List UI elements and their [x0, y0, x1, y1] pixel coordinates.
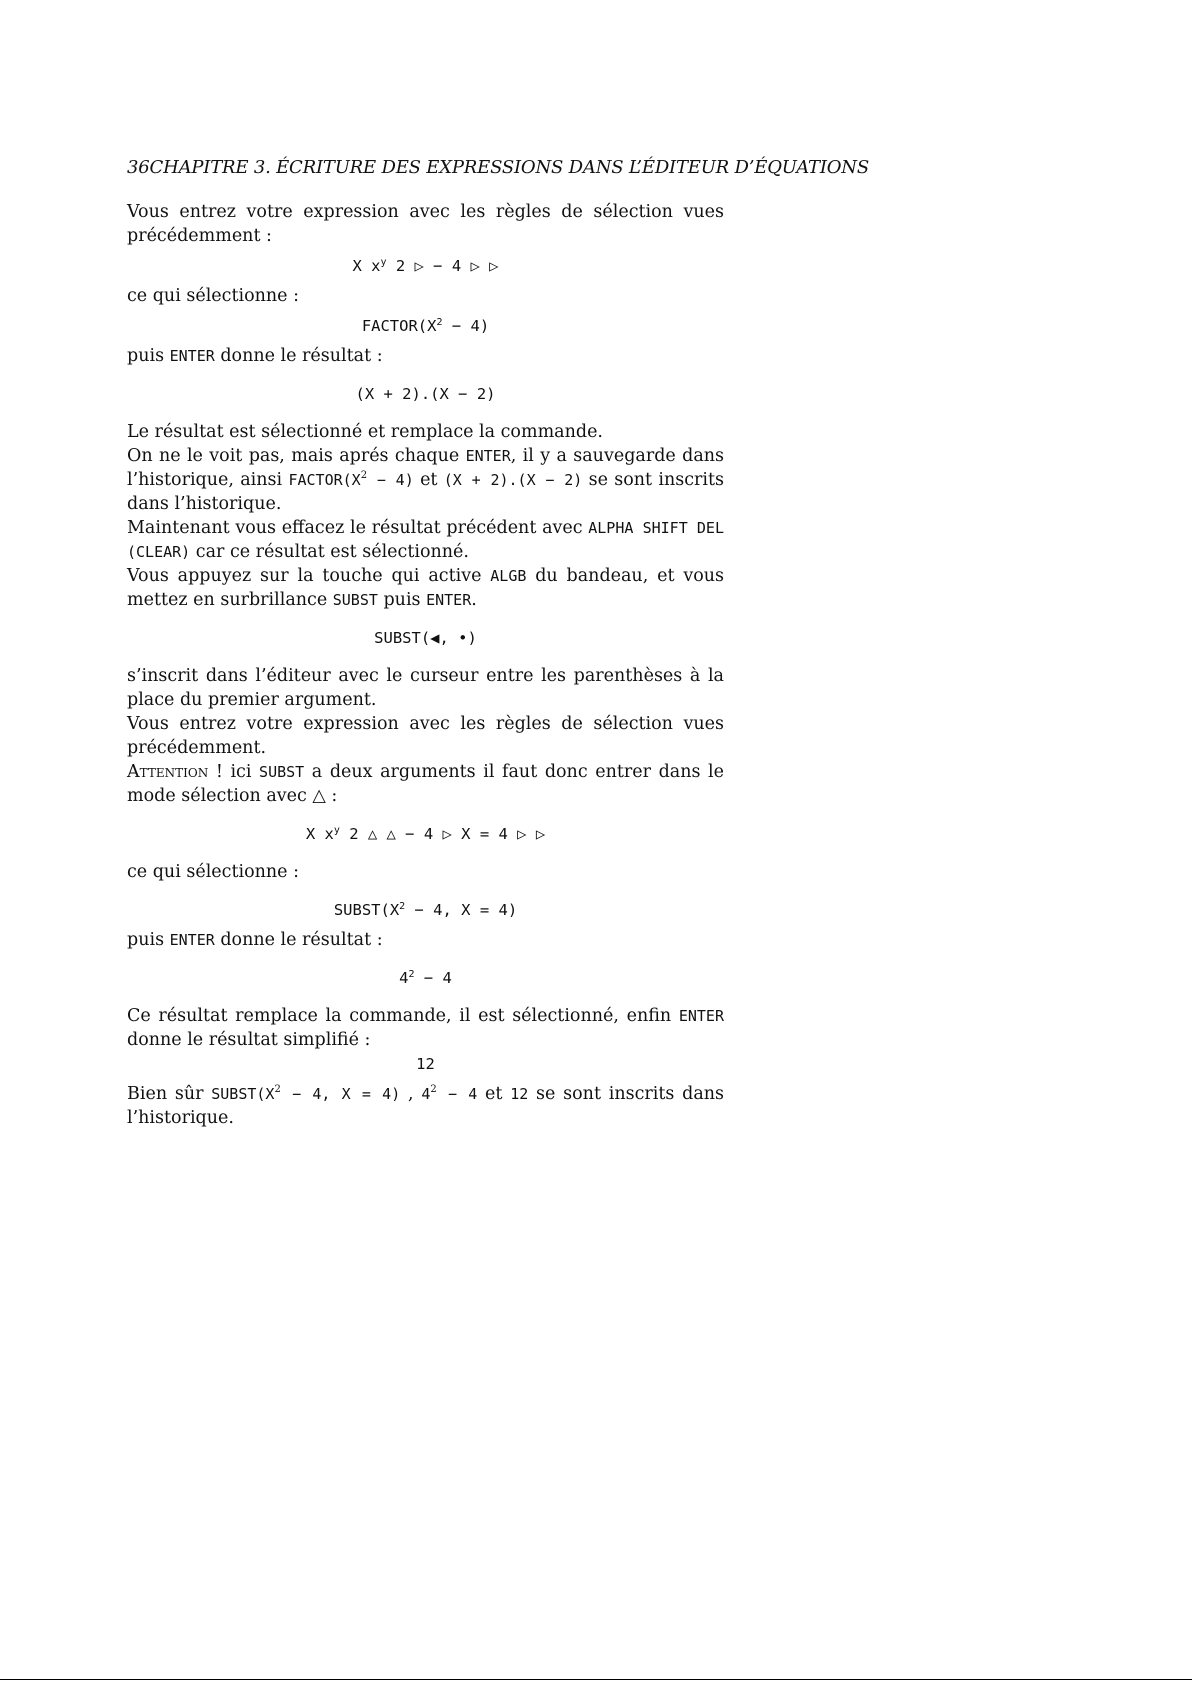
- text-run: , il y a sauvegarde dans l’historique, ainsi: [127, 446, 724, 490]
- text-run: puis: [377, 590, 427, 610]
- display-keystrokes-2: [127, 822, 724, 846]
- display-part: X x: [305, 825, 334, 843]
- inline-code: − 4): [367, 471, 414, 489]
- display-subst: [127, 898, 724, 922]
- display-part: FACTOR(X: [361, 317, 437, 335]
- key-sequence: ALPHA SHIFT DEL (CLEAR): [127, 519, 724, 561]
- paragraph-8: s’inscrit dans l’éditeur avec le curseur entre les parenthèses à la place du premier argument.: [127, 666, 724, 710]
- display-part: SUBST(X: [333, 901, 400, 919]
- inline-code: FACTOR(X: [288, 471, 361, 489]
- inline-code: − 4: [436, 1085, 478, 1103]
- paragraph-12: [127, 928, 724, 952]
- page-bottom-rule: [0, 1679, 1192, 1680]
- text-run: On ne le voit pas, mais aprés chaque: [127, 446, 466, 466]
- text-run: puis: [127, 930, 170, 950]
- key-enter: ENTER: [169, 931, 215, 949]
- display-keystrokes-1: [127, 254, 724, 278]
- attention-label: Attention: [127, 762, 209, 782]
- page-number: 36: [127, 157, 150, 178]
- text-run: ,: [400, 1084, 422, 1104]
- text-run: donne le résultat :: [214, 930, 383, 950]
- paragraph-6: [127, 516, 724, 564]
- menu-algb: ALGB: [490, 567, 527, 585]
- key-enter: ENTER: [426, 591, 472, 609]
- inline-code: SUBST(X: [211, 1085, 275, 1103]
- superscript: 2: [399, 900, 406, 912]
- superscript: 2: [408, 968, 415, 980]
- display-part: − 4: [414, 969, 452, 987]
- text-run: se sont inscrits dans l’historique.: [127, 470, 725, 514]
- text-run: et: [413, 470, 444, 490]
- running-header: [127, 157, 869, 178]
- paragraph-14: [127, 1082, 724, 1130]
- paragraph-13: [127, 1004, 724, 1052]
- paragraph-9: Vous entrez votre expression avec les règles de sélection vues précédemment.: [127, 714, 724, 758]
- paragraph-7: [127, 564, 724, 612]
- paragraph-4: Le résultat est sélectionné et remplace la commande.: [127, 422, 603, 442]
- text-run: donne le résultat simplifié :: [127, 1030, 371, 1050]
- key-enter: ENTER: [465, 447, 511, 465]
- superscript: y: [380, 256, 387, 268]
- command-subst: SUBST: [332, 591, 378, 609]
- superscript: 2: [274, 1084, 281, 1096]
- key-enter: ENTER: [169, 347, 215, 365]
- paragraph-11: ce qui sélectionne :: [127, 862, 299, 882]
- paragraph-10: [127, 760, 724, 808]
- text-run: du bandeau, et vous mettez en surbrillance: [127, 566, 724, 610]
- text-run: a deux arguments il faut donc entrer dans le mode sélection avec △ :: [127, 762, 725, 806]
- inline-code: (X + 2).(X − 2): [443, 471, 583, 489]
- paragraph-1: Vous entrez votre expression avec les règles de sélection vues précédemment :: [127, 202, 724, 246]
- display-factor: [127, 314, 724, 338]
- display-part: − 4): [442, 317, 490, 335]
- main-text: [127, 200, 724, 1130]
- paragraph-2: ce qui sélectionne :: [127, 286, 299, 306]
- display-part: − 4, X = 4): [405, 901, 518, 919]
- inline-code: 4: [421, 1085, 431, 1103]
- paragraph-5: [127, 444, 724, 516]
- text-run: Ce résultat remplace la commande, il est sélectionné, enfin: [127, 1006, 679, 1026]
- inline-code: − 4, X = 4): [280, 1085, 401, 1103]
- inline-code: 12: [510, 1085, 529, 1103]
- text-run: Vous appuyez sur la touche qui active: [127, 566, 491, 586]
- display-part: X x: [352, 257, 381, 275]
- display-part: 2 △ △ − 4 ▷ X = 4 ▷ ▷: [339, 825, 546, 843]
- text-run: Bien sûr: [127, 1084, 212, 1104]
- display-result-2: [127, 966, 724, 990]
- text-run: ! ici: [208, 762, 260, 782]
- superscript: 2: [430, 1084, 437, 1096]
- superscript: y: [333, 824, 340, 836]
- text-run: .: [471, 590, 477, 610]
- display-subst-template: SUBST(◀, •): [374, 629, 477, 647]
- text-run: donne le résultat :: [214, 346, 383, 366]
- text-run: car ce résultat est sélectionné.: [190, 542, 469, 562]
- display-result-3: 12: [416, 1055, 435, 1073]
- command-subst: SUBST: [259, 763, 305, 781]
- chapter-title: CHAPITRE 3. ÉCRITURE DES EXPRESSIONS DANS L’ÉDITEUR D’ÉQUATIONS: [149, 157, 869, 178]
- key-enter: ENTER: [678, 1007, 724, 1025]
- text-run: Maintenant vous effacez le résultat précédent avec: [127, 518, 589, 538]
- text-run: se sont inscrits dans l’historique.: [127, 1084, 725, 1128]
- superscript: 2: [436, 316, 443, 328]
- display-part: 4: [399, 969, 409, 987]
- superscript: 2: [360, 470, 368, 482]
- text-run: puis: [127, 346, 170, 366]
- paragraph-3: [127, 344, 724, 368]
- display-result-1: (X + 2).(X − 2): [355, 385, 496, 403]
- text-run: et: [477, 1084, 511, 1104]
- display-part: 2 ▷ − 4 ▷ ▷: [386, 257, 499, 275]
